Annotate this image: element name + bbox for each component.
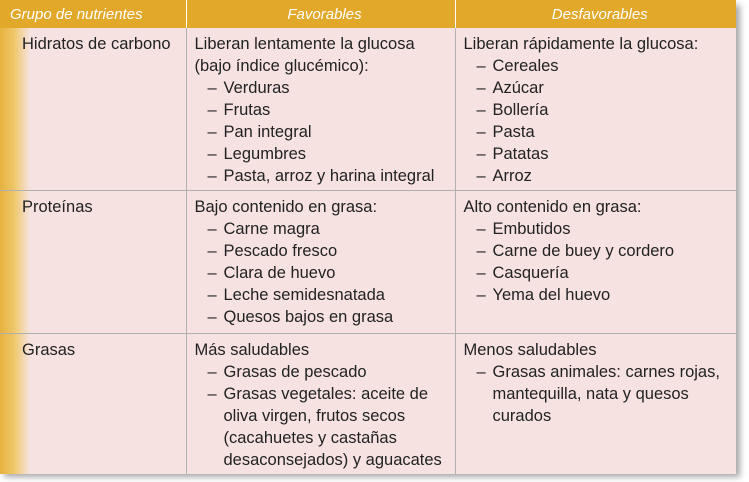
list-item: – Leche semidesnatada <box>208 284 447 306</box>
unfavorable-cell <box>455 28 736 191</box>
list-item: – Patatas <box>477 143 729 165</box>
header-favorable: Favorables <box>186 0 455 28</box>
item-list <box>195 77 447 187</box>
unfavorable-cell <box>455 334 736 475</box>
cell-intro: Liberan rápidamente la glucosa: <box>463 35 699 53</box>
header-group: Grupo de nutrientes <box>0 0 186 28</box>
list-item: – Casquería <box>477 262 729 284</box>
list-item: – Pescado fresco <box>208 240 447 262</box>
table-body <box>0 28 736 474</box>
list-item: – Clara de huevo <box>208 262 447 284</box>
header-unfavorable: Desfavorables <box>455 0 736 28</box>
table-row <box>0 191 736 334</box>
table-row <box>0 28 736 191</box>
cell-intro: Más saludables <box>194 341 310 359</box>
table-row <box>0 334 736 475</box>
list-item: – Pan integral <box>208 121 447 143</box>
cell-intro: Liberan lentamente la glucosa (bajo índice glucémico): <box>194 35 415 75</box>
item-list <box>464 361 729 427</box>
list-item: – Carne magra <box>208 218 447 240</box>
favorable-cell <box>186 28 455 191</box>
list-item: – Verduras <box>208 77 447 99</box>
list-item: – Embutidos <box>477 218 729 240</box>
list-item: – Bollería <box>477 99 729 121</box>
favorable-cell <box>186 334 455 475</box>
list-item: – Grasas animales: carnes rojas, mantequilla, nata y quesos curados <box>477 361 729 427</box>
list-item: – Grasas de pescado <box>208 361 447 383</box>
list-item: – Pasta, arroz y harina integral <box>208 165 447 187</box>
group-cell: Hidratos de carbono <box>0 28 186 191</box>
list-item: – Pasta <box>477 121 729 143</box>
header-row <box>0 0 736 28</box>
group-cell: Proteínas <box>0 191 186 334</box>
list-item: – Yema del huevo <box>477 284 729 306</box>
list-item: – Arroz <box>477 165 729 187</box>
list-item: – Carne de buey y cordero <box>477 240 729 262</box>
item-list <box>195 218 447 328</box>
list-item: – Grasas vegetales: aceite de oliva virgen, frutos secos (cacahuetes y castañas desaconsejados) y aguacates <box>208 383 447 471</box>
group-cell: Grasas <box>0 334 186 475</box>
cell-intro: Alto contenido en grasa: <box>463 198 642 216</box>
item-list <box>464 55 729 187</box>
list-item: – Cereales <box>477 55 729 77</box>
table-header <box>0 0 736 28</box>
item-list <box>195 361 447 471</box>
cell-intro: Bajo contenido en grasa: <box>194 198 378 216</box>
cell-intro: Menos saludables <box>463 341 597 359</box>
list-item: – Quesos bajos en grasa <box>208 306 447 328</box>
item-list <box>464 218 729 306</box>
list-item: – Legumbres <box>208 143 447 165</box>
list-item: – Frutas <box>208 99 447 121</box>
unfavorable-cell <box>455 191 736 334</box>
favorable-cell <box>186 191 455 334</box>
list-item: – Azúcar <box>477 77 729 99</box>
